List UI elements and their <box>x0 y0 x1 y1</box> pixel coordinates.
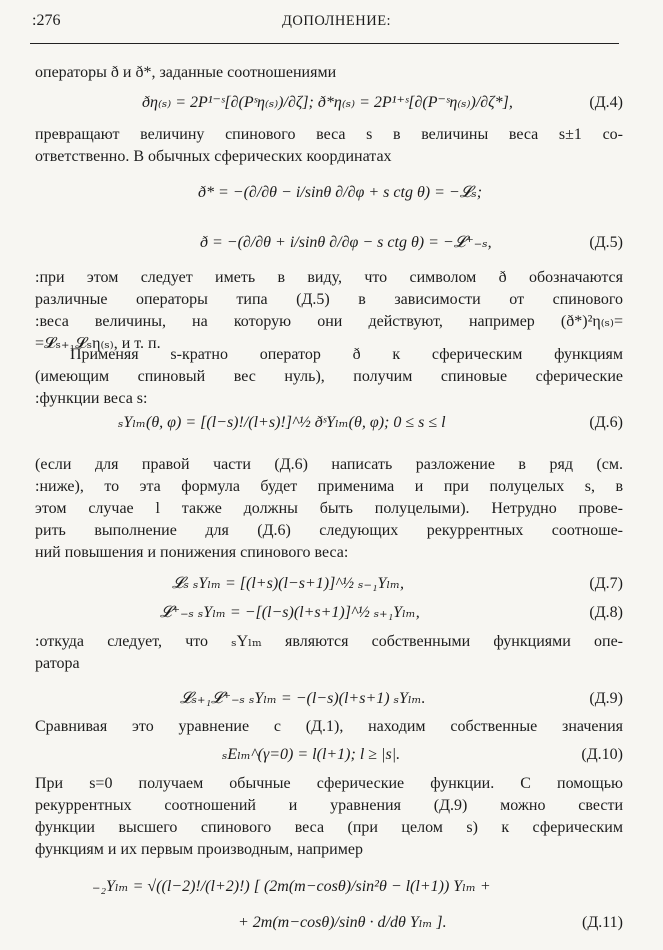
equation-d8 <box>160 602 420 624</box>
equation-number-d5: (Д.5) <box>589 234 623 251</box>
equation-number-d9: (Д.9) <box>589 690 623 707</box>
equation-d5a <box>198 182 482 204</box>
equation-d10 <box>222 744 400 766</box>
text-line-17: ратора <box>35 655 80 672</box>
equation-d6 <box>118 412 446 434</box>
equation-d4 <box>142 92 513 114</box>
text-line-3: ответственно. В обычных сферических координатах <box>35 148 392 165</box>
equation-d11a-text: ₋₂Yₗₘ = √((l−2)!/(l+2)!) [ (2m(m−cosθ)/sin²θ − l(l+1)) Yₗₘ + <box>92 878 491 895</box>
running-head: ДОПОЛНЕНИЕ: <box>282 13 392 29</box>
equation-number-d6: (Д.6) <box>589 414 623 431</box>
text-line-10: :функции веса s: <box>35 390 148 407</box>
equation-d5b-text: ð = −(∂/∂θ + i/sinθ ∂/∂φ − s ctg θ) = −𝓛⁺₋ₛ, <box>200 234 492 251</box>
equation-d7-text: 𝓛ₛ ₛYₗₘ = [(l+s)(l−s+1)]^½ ₛ₋₁Yₗₘ, <box>172 575 405 592</box>
equation-d9 <box>180 688 426 710</box>
text-line-7: =𝓛ₛ₊₁𝓛ₛη₍ₛ₎, и т. п. <box>35 335 161 352</box>
equation-number-d10: (Д.10) <box>581 746 623 763</box>
text-line-16: :откуда следует, что ₛYₗₘ являются собственными функциями опе- <box>35 633 623 650</box>
equation-d8-text: 𝓛⁺₋ₛ ₛYₗₘ = −[(l−s)(l+s+1)]^½ ₛ₊₁Yₗₘ, <box>160 604 420 621</box>
equation-d11b <box>238 912 447 934</box>
text-line-1: операторы ð и ð*, заданные соотношениями <box>35 64 337 81</box>
text-line-9: (имеющим спиновый вес нуль), получим спиновые сферические <box>35 368 623 385</box>
equation-d5b <box>200 232 492 254</box>
equation-d11b-text: + 2m(m−cosθ)/sinθ · d/dθ Yₗₘ ]. <box>238 914 447 931</box>
equation-d11a <box>92 876 491 898</box>
equation-d10-text: ₛEₗₘ^(γ=0) = l(l+1); l ≥ |s|. <box>222 746 401 763</box>
text-line-2: превращают величину спинового веса s в величины веса s±1 со- <box>35 126 623 143</box>
header-rule <box>30 43 619 44</box>
text-line-19: При s=0 получаем обычные сферические функции. С помощью <box>35 775 623 792</box>
equation-d7 <box>172 573 404 595</box>
equation-number-d4: (Д.4) <box>589 94 623 111</box>
equation-number-d8: (Д.8) <box>589 604 623 621</box>
text-line-13: этом случае l также должны быть полуцелыми). Нетрудно прове- <box>35 500 623 517</box>
text-line-20: рекуррентных соотношений и уравнения (Д.9) можно свести <box>35 797 623 814</box>
text-line-22: функциям и их первым производным, например <box>35 841 363 858</box>
text-line-14: рить выполнение для (Д.6) следующих рекуррентных соотноше- <box>35 522 623 539</box>
equation-d9-text: 𝓛ₛ₊₁𝓛⁺₋ₛ ₛYₗₘ = −(l−s)(l+s+1) ₛYₗₘ. <box>180 690 426 707</box>
text-line-12: :ниже), то эта формула будет применима и при полуцелых s, в <box>35 478 623 495</box>
text-line-15: ний повышения и понижения спинового веса: <box>35 544 349 561</box>
equation-d4-text: ðη₍ₛ₎ = 2P¹⁻ˢ[∂(Pˢη₍ₛ₎)/∂ζ]; ð*η₍ₛ₎ = 2P¹⁺ˢ[∂(P⁻ˢη₍ₛ₎)/∂ζ*], <box>142 94 513 111</box>
equation-number-d11: (Д.11) <box>582 914 623 931</box>
text-line-8: Применяя s-кратно оператор ð к сферическим функциям <box>70 346 623 363</box>
equation-d5a-text: ð* = −(∂/∂θ − i/sinθ ∂/∂φ + s ctg θ) = −𝓛ₛ; <box>198 184 483 201</box>
text-line-11: (если для правой части (Д.6) написать разложение в ряд (см. <box>35 456 623 473</box>
page-number: :276 <box>32 12 61 29</box>
text-line-6: :веса величины, на которую они действуют, например (ð*)²η₍ₛ₎= <box>35 313 623 330</box>
text-line-4: :при этом следует иметь в виду, что символом ð обозначаются <box>35 269 623 286</box>
text-line-5: различные операторы типа (Д.5) в зависимости от спинового <box>35 291 623 308</box>
text-line-21: функции высшего спинового веса (при целом s) к сферическим <box>35 819 623 836</box>
text-line-18: Сравнивая это уравнение с (Д.1), находим собственные значения <box>35 718 623 735</box>
equation-number-d7: (Д.7) <box>589 575 623 592</box>
equation-d6-text: ₛYₗₘ(θ, φ) = [(l−s)!/(l+s)!]^½ ðˢYₗₘ(θ, φ); 0 ≤ s ≤ l <box>118 414 446 431</box>
